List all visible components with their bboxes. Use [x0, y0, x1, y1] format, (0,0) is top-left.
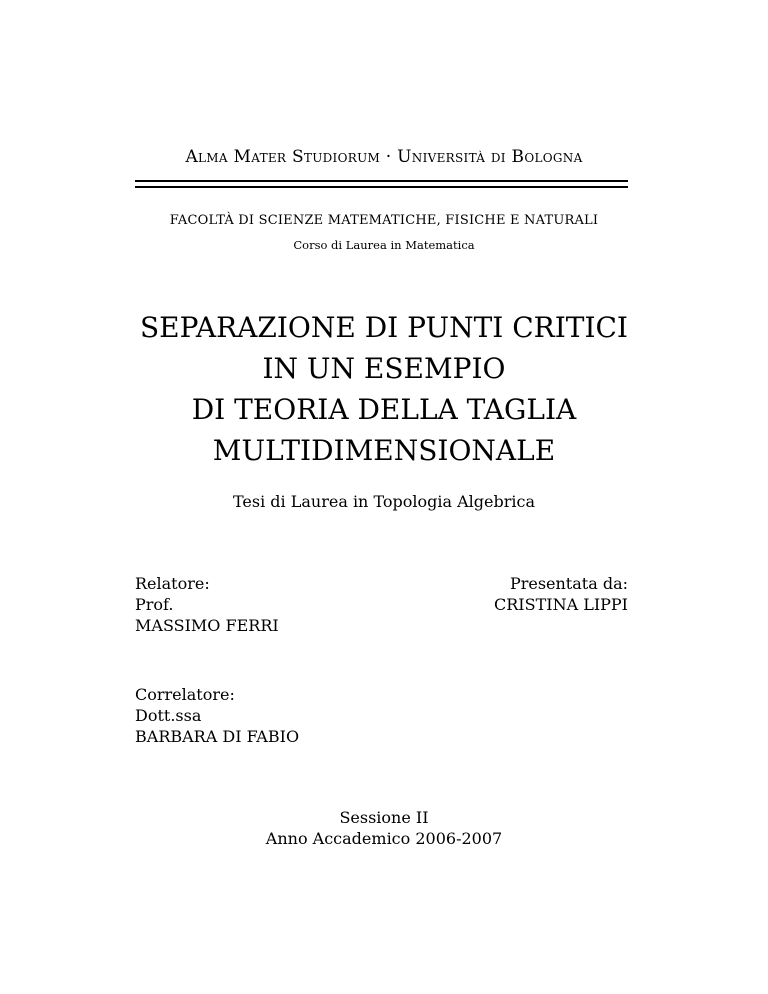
- header-rule-bottom: [135, 186, 628, 188]
- coadvisor-block: [135, 684, 299, 747]
- session-label: Sessione II: [339, 808, 429, 827]
- academic-year: Anno Accademico 2006-2007: [265, 829, 503, 848]
- presenter-block: [494, 573, 628, 615]
- thesis-subject: Tesi di Laurea in Topologia Algebrica: [232, 492, 536, 511]
- coadvisor-label: Correlatore:: [135, 685, 235, 704]
- thesis-title: [0, 307, 768, 471]
- header-rule-top: [135, 180, 628, 182]
- university-name: Alma Mater Studiorum · Università di Bologna: [185, 147, 583, 167]
- course-name: Corso di Laurea in Matematica: [293, 238, 475, 252]
- coadvisor-title: Dott.ssa: [135, 706, 202, 725]
- presenter-label: Presentata da:: [509, 574, 628, 593]
- coadvisor-name: BARBARA DI FABIO: [135, 727, 300, 746]
- session-block: [0, 807, 768, 849]
- title-line: IN UN ESEMPIO: [262, 352, 506, 385]
- advisor-label: Relatore:: [135, 574, 210, 593]
- title-line: DI TEORIA DELLA TAGLIA: [191, 393, 577, 426]
- advisor-name: MASSIMO FERRI: [135, 616, 279, 635]
- faculty-name: FACOLTÀ DI SCIENZE MATEMATICHE, FISICHE E NATURALI: [169, 213, 599, 228]
- title-line: MULTIDIMENSIONALE: [212, 434, 556, 467]
- advisor-block: [135, 573, 279, 636]
- title-line: SEPARAZIONE DI PUNTI CRITICI: [139, 311, 628, 344]
- presenter-name: CRISTINA LIPPI: [494, 595, 628, 614]
- advisor-title: Prof.: [135, 595, 174, 614]
